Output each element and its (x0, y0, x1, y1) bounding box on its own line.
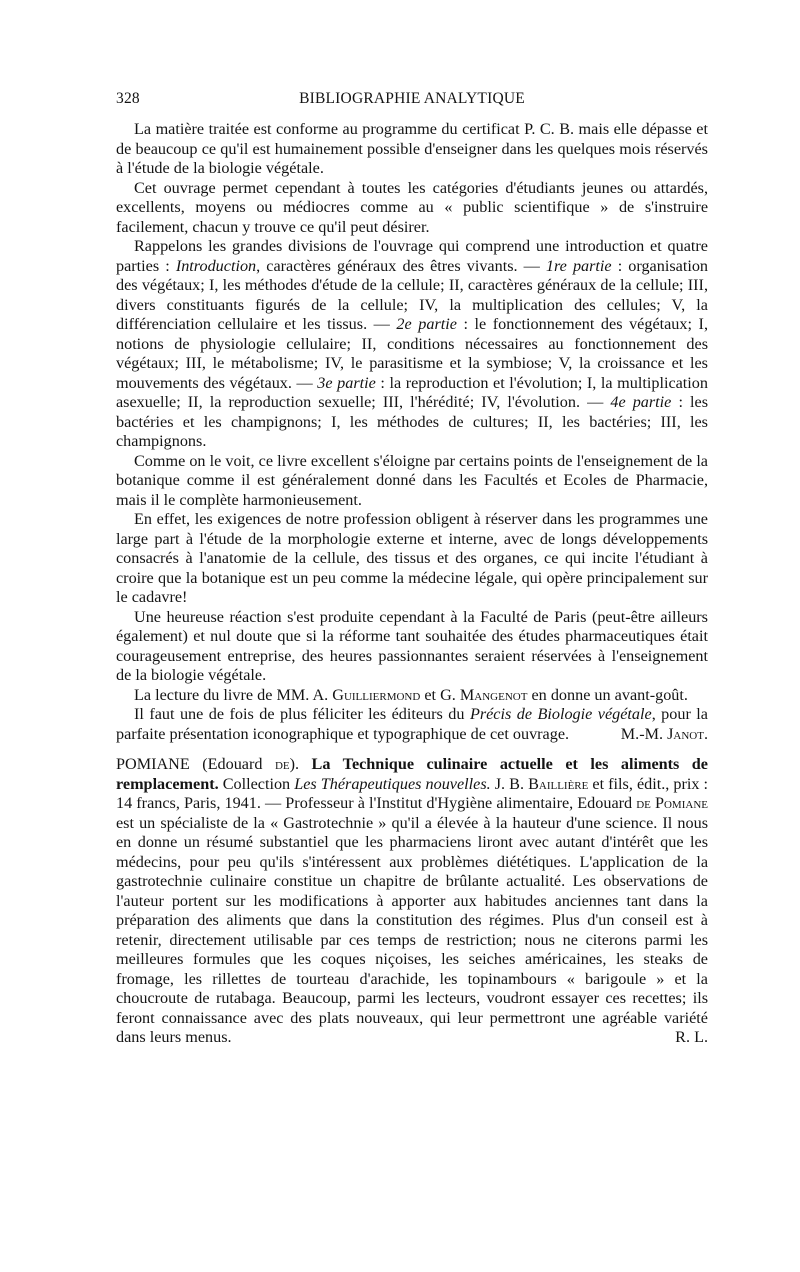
paragraph-5: En effet, les exigences de notre profession obligent à réserver dans les programmes une large part à l'étude de la morphologie externe et interne, avec de longs développements consacrés à l'anatomie de la cellule, des tissus et des organes, ce qui incite l'étudiant à croire que la botanique est un peu comme la médecine légale, qui opère principalement sur le cadavre! (116, 510, 708, 606)
page-number: 328 (116, 90, 140, 107)
page-body (116, 120, 708, 1048)
review-pomiane: POMIANE (Edouard de). La Technique culinaire actuelle et les aliments de remplacement. Collection Les Thérapeutiques nouvelles. J. B. Baillière et fils, édit., prix : 14 francs, Paris, 1941. — Professeur à l'Institut d'Hygiène alimentaire, Edouard de Pomiane est un spécialiste de la « Gastrotechnie » qu'il a élevée à la hauteur d'une science. Il nous en donne un résumé substantiel que les pharmaciens liront avec autant d'intérêt que les médecins, pour peu qu'ils s'intéressent aux problèmes diététiques. L'application de la gastrotechnie culinaire constitue un chapitre de brûlante actualité. Les observations de l'auteur portent sur les modifications à apporter aux habitudes anciennes tant dans la préparation des aliments que dans la constitution des régimes. Plus d'un conseil est à retenir, directement utilisable par ces temps de restriction; nous ne citerons parmi les meilleures formules que les coques niçoises, les seiches américaines, les steaks de fromage, les rillettes de tourteau d'arachide, les topinambours « barigoule » et la choucroute de rutabaga. Beaucoup, parmi les lecteurs, voudront essayer ces recettes; ils feront connaissance avec des plats nouveaux, qui leur permettront une agréable variété dans leurs menus. R. L. (116, 755, 708, 1046)
running-header (116, 90, 708, 114)
paragraph-1: La matière traitée est conforme au programme du certificat P. C. B. mais elle dépasse et de beaucoup ce qu'il est humainement possible d'enseigner dans les quelques mois réservés à l'étude de la biologie végétale. (116, 120, 708, 177)
signature-rl: R. L. (675, 1028, 708, 1046)
paragraph-2: Cet ouvrage permet cependant à toutes les catégories d'étudiants jeunes ou attardés, excellents, moyens ou médiocres comme au « public scientifique » de s'instruire facilement, chacun y trouve ce qu'il peut désirer. (116, 178, 708, 236)
book-title: La Technique culinaire actuelle et les aliments de remplacement. (116, 755, 708, 793)
paragraph-6: Une heureuse réaction s'est produite cependant à la Faculté de Paris (peut-être ailleurs également) et nul doute que si la réforme tant souhaitée des études pharmaceutiques était courageusement entreprise, des heures passionnantes seraient réservées à l'enseignement de la biologie végétale. (116, 607, 708, 684)
paragraph-8: Il faut une de fois de plus féliciter les éditeurs du Précis de Biologie végétale, pour la parfaite présentation iconographique et typographique de cet ouvrage. M.-M. Janot. (116, 705, 708, 743)
review-author: POMIANE (Edouard (116, 755, 263, 773)
paragraph-7: La lecture du livre de MM. A. Guilliermond et G. Mangenot en donne un avant-goût. (134, 685, 688, 704)
signature: M.-M. Janot. (620, 724, 708, 743)
paragraph-3: Rappelons les grandes divisions de l'ouvrage qui comprend une introduction et quatre parties : Introduction, caractères généraux des êtres vivants. — 1re partie : organisation des végétaux; I, les méthodes d'étude de la cellule; II, caractères généraux de la cellule; III, divers constituants figurés de la cellule; IV, la multiplication des cellules; V, la différenciation cellulaire et les tissus. — 2e partie : le fonctionnement des végétaux; I, notions de physiologie cellulaire; II, conditions nécessaires au fonctionnement des végétaux; III, le métabolisme; IV, le parasitisme et la symbiose; V, la croissance et les mouvements des végétaux. — 3e partie : la reproduction et l'évolution; I, la multiplication asexuelle; II, la reproduction sexuelle; III, l'hérédité; IV, l'évolution. — 4e partie : les bactéries et les champignons; I, les méthodes de cultures; II, les bactéries; III, les champignons. (116, 237, 709, 450)
paragraph-4: Comme on le voit, ce livre excellent s'éloigne par certains points de l'enseignement de la botanique comme il est généralement donné dans les Facultés et Ecoles de Pharmacie, mais il le complète harmonieusement. (116, 451, 708, 509)
running-title: BIBLIOGRAPHIE ANALYTIQUE (299, 90, 525, 107)
